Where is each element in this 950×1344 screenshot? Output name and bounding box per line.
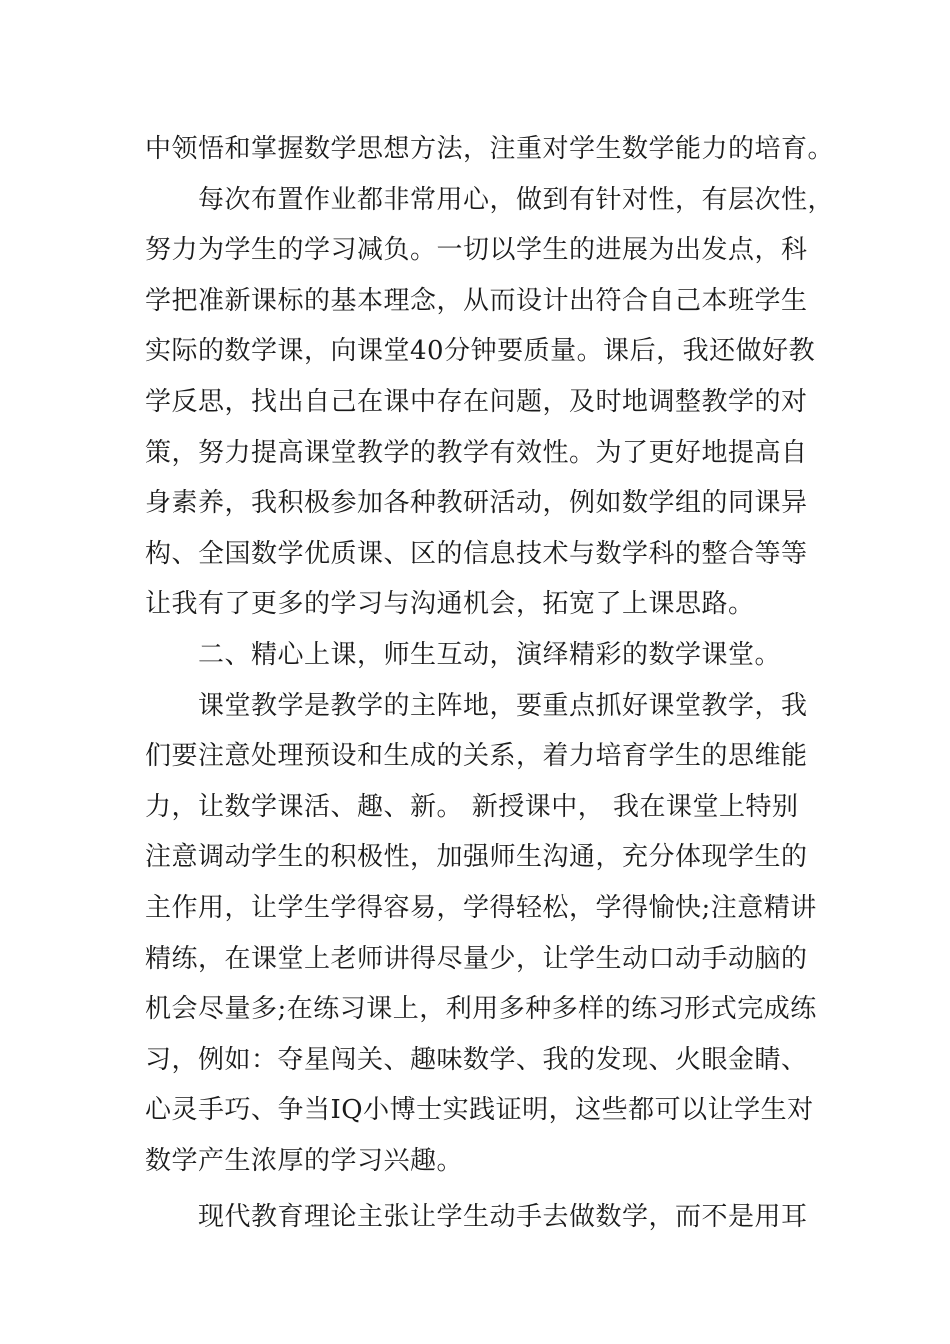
text-line: 努力为学生的学习减负。一切以学生的进展为出发点，科 bbox=[145, 235, 808, 266]
text-line: 构、全国数学优质课、区的信息技术与数学科的整合等等 bbox=[145, 538, 808, 569]
text-line: 每次布置作业都非常用心，做到有针对性，有层次性， bbox=[145, 184, 835, 215]
text-line: 机会尽量多;在练习课上，利用多种多样的练习形式完成练 bbox=[145, 994, 817, 1025]
text-line: 们要注意处理预设和生成的关系，着力培育学生的思维能 bbox=[145, 741, 808, 772]
text-line: 让我有了更多的学习与沟通机会，拓宽了上课思路。 bbox=[145, 589, 755, 620]
text-line: 心灵手巧、争当IQ小博士实践证明，这些都可以让学生对 bbox=[145, 1095, 814, 1126]
text-line: 注意调动学生的积极性，加强师生沟通，充分体现学生的 bbox=[145, 842, 808, 873]
text-line: 策，努力提高课堂教学的教学有效性。为了更好地提高自 bbox=[145, 437, 808, 468]
text-line: 身素养，我积极参加各种教研活动，例如数学组的同课异 bbox=[145, 488, 808, 519]
text-line: 数学产生浓厚的学习兴趣。 bbox=[145, 1145, 464, 1176]
text-line: 精练，在课堂上老师讲得尽量少，让学生动口动手动脑的 bbox=[145, 943, 808, 974]
text-line: 中领悟和掌握数学思想方法，注重对学生数学能力的培育。 bbox=[145, 134, 835, 164]
text-line: 习，例如：夺星闯关、趣味数学、我的发现、火眼金睛、 bbox=[145, 1044, 808, 1075]
body-text bbox=[145, 124, 835, 1243]
text-line: 学反思，找出自己在课中存在问题，及时地调整教学的对 bbox=[145, 386, 808, 417]
text-line: 力，让数学课活、趣、新。 新授课中， 我在课堂上特别 bbox=[145, 791, 799, 822]
text-line: 现代教育理论主张让学生动手去做数学，而不是用耳 bbox=[145, 1202, 808, 1233]
text-line: 课堂教学是教学的主阵地，要重点抓好课堂教学，我 bbox=[145, 690, 808, 721]
text-line: 主作用，让学生学得容易，学得轻松，学得愉快;注意精讲 bbox=[145, 892, 817, 923]
section-heading: 二、精心上课，师生互动，演绎精彩的数学课堂。 bbox=[145, 639, 782, 670]
text-line: 实际的数学课，向课堂40分钟要质量。课后，我还做好教 bbox=[145, 336, 816, 367]
text-line: 学把准新课标的基本理念，从而设计出符合自己本班学生 bbox=[145, 285, 808, 316]
